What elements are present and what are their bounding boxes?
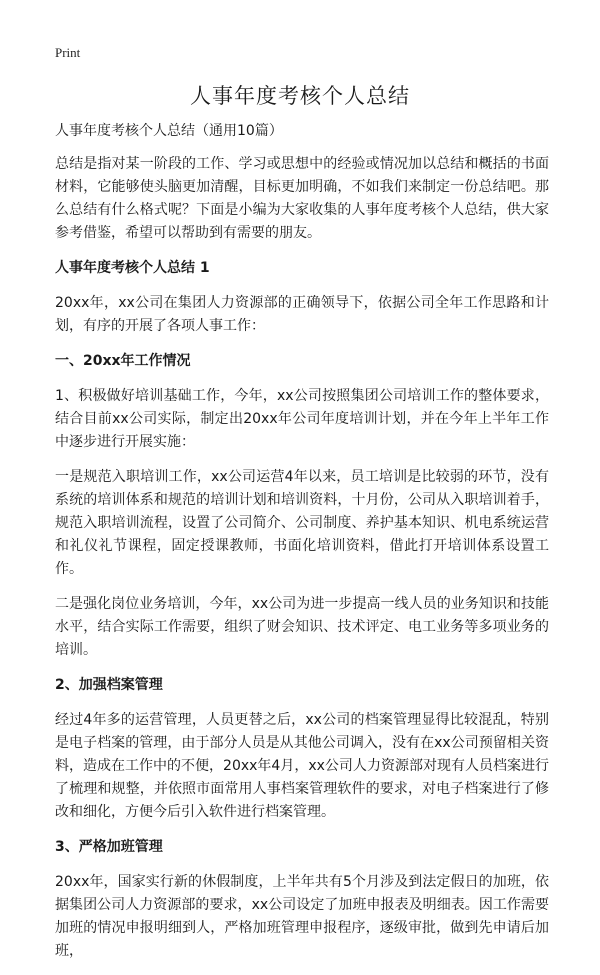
item-paragraph: 经过4年多的运营管理，人员更替之后，xx公司的档案管理显得比较混乱，特别是电子档案的管理，由于部分人员是从其他公司调入，没有在xx公司预留相关资料，造成在工作中的不便，20xx年4月，xx公司人力资源部对现有人员档案进行了梳理和规整，并依照市面常用人事档案管理软件的要求，对电子档案进行了修改和细化，方便今后引入软件进行档案管理。 <box>55 712 549 820</box>
item-paragraph: 20xx年，国家实行新的休假制度，上半年共有5个月涉及到法定假日的加班，依据集团公司人力资源部的要求，xx公司设定了加班申报表及明细表。因工作需要加班的情况申报明细到人，严格加班管理申报程序，逐级审批，做到先申请后加班， <box>55 874 549 959</box>
page-title: 人事年度考核个人总结 <box>190 84 410 108</box>
article-body <box>55 120 549 975</box>
article-subtitle: 人事年度考核个人总结（通用10篇） <box>55 123 283 139</box>
part-heading: 一、20xx年工作情况 <box>55 353 191 369</box>
item-paragraph: 二是强化岗位业务培训，今年，xx公司为进一步提高一线人员的业务知识和技能水平，结合实际工作需要，组织了财会知识、技术评定、电工业务等多项业务的培训。 <box>55 596 549 658</box>
section-intro-paragraph: 20xx年，xx公司在集团人力资源部的正确领导下，依据公司全年工作思路和计划，有序的开展了各项人事工作： <box>55 295 549 334</box>
intro-paragraph: 总结是指对某一阶段的工作、学习或思想中的经验或情况加以总结和概括的书面材料，它能够使头脑更加清醒，目标更加明确，不如我们来制定一份总结吧。那么总结有什么格式呢？下面是小编为大家收集的人事年度考核个人总结，供大家参考借鉴，希望可以帮助到有需要的朋友。 <box>55 156 549 241</box>
item-paragraph: 1、积极做好培训基础工作，今年，xx公司按照集团公司培训工作的整体要求，结合目前xx公司实际，制定出20xx年公司年度培训计划，并在今年上半年工作中逐步进行开展实施： <box>55 388 549 450</box>
item-heading: 2、加强档案管理 <box>55 677 163 693</box>
item-heading: 3、严格加班管理 <box>55 839 163 855</box>
item-paragraph: 一是规范入职培训工作，xx公司运营4年以来，员工培训是比较弱的环节，没有系统的培训体系和规范的培训计划和培训资料，十月份，公司从入职培训着手，规范入职培训流程，设置了公司简介、公司制度、养护基本知识、机电系统运营和礼仪礼节课程，固定授课教师，书面化培训资料，借此打开培训体系设置工作。 <box>55 469 549 577</box>
section-heading: 人事年度考核个人总结 1 <box>55 260 210 276</box>
print-link[interactable]: Print <box>55 45 81 60</box>
